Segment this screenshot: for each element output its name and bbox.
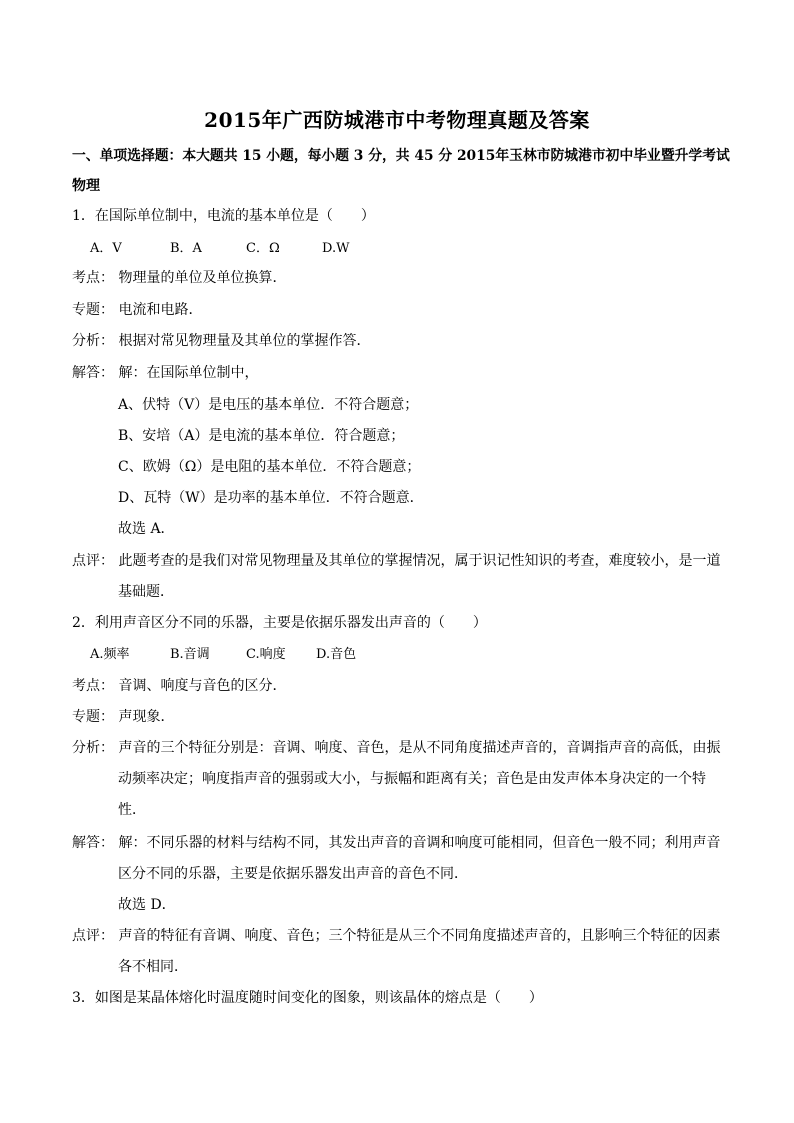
q2-jieda-cont: 区分不同的乐器，主要是依据乐器发出声音的音色不同． [118,866,468,882]
q1-answer: 故选 A． [118,521,175,537]
q1-option-d: D.W [322,241,350,256]
q1-dianping: 点评： 此题考查的是我们对常见物理量及其单位的掌握情况，属于识记性知识的考查，难度较小，是一道 [72,553,721,569]
q2-option-b: B.音调 [170,647,210,662]
q2-option-c: C.响度 [246,647,286,662]
q1-option-c: C．Ω [246,241,280,256]
q1-option-b: B．A [170,241,202,256]
q2-dianping: 点评： 声音的特征有音调、响度、音色；三个特征是从三个不同角度描述声音的，且影响三个特征的因素 [72,928,721,944]
q2-kaodian: 考点： 音调、响度与音色的区分． [72,678,287,694]
q3-question: 3．如图是某晶体熔化时温度随时间变化的图象，则该晶体的熔点是（ ） [72,990,543,1006]
q1-jieda-line: B、安培（A）是电流的基本单位．符合题意； [118,428,405,444]
q1-kaodian: 考点： 物理量的单位及单位换算． [72,270,287,286]
q1-question: 1．在国际单位制中，电流的基本单位是（ ） [72,208,375,224]
q1-jieda-line: D、瓦特（W）是功率的基本单位．不符合题意． [118,490,424,506]
q1-fenxi: 分析： 根据对常见物理量及其单位的掌握作答． [72,333,371,349]
q2-option-a: A.频率 [90,647,130,662]
q2-fenxi-cont: 动频率决定；响度指声音的强弱或大小，与振幅和距离有关；音色是由发声体本身决定的一个特 [118,771,706,787]
q2-dianping-cont: 各不相同． [118,959,188,975]
q1-dianping-cont: 基础题． [118,584,174,600]
q1-jieda: 解答： 解：在国际单位制中， [72,365,259,381]
q2-zhuanti: 专题： 声现象． [72,709,175,725]
section-heading: 一、单项选择题：本大题共 15 小题，每小题 3 分，共 45 分 2015年玉林市防城港市初中毕业暨升学考试 [72,148,730,164]
q1-jieda-line: C、欧姆（Ω）是电阻的基本单位．不符合题意； [118,459,421,475]
q1-zhuanti: 专题： 电流和电路． [72,302,203,318]
q1-jieda-line: A、伏特（V）是电压的基本单位．不符合题意； [118,397,419,413]
q2-jieda: 解答： 解：不同乐器的材料与结构不同，其发出声音的音调和响度可能相同，但音色一般不同；利用声音 [72,835,721,851]
q1-option-a: A．V [90,241,122,256]
document-title: 2015年广西防城港市中考物理真题及答案 [204,108,590,132]
q2-question: 2．利用声音区分不同的乐器，主要是依据乐器发出声音的（ ） [72,615,487,631]
q2-option-d: D.音色 [316,647,357,662]
q2-answer: 故选 D． [118,897,176,913]
section-subject: 物理 [72,178,100,194]
q2-fenxi: 分析： 声音的三个特征分别是：音调、响度、音色，是从不同角度描述声音的，音调指声音的高低，由振 [72,740,721,756]
q2-fenxi-cont: 性． [118,802,146,818]
